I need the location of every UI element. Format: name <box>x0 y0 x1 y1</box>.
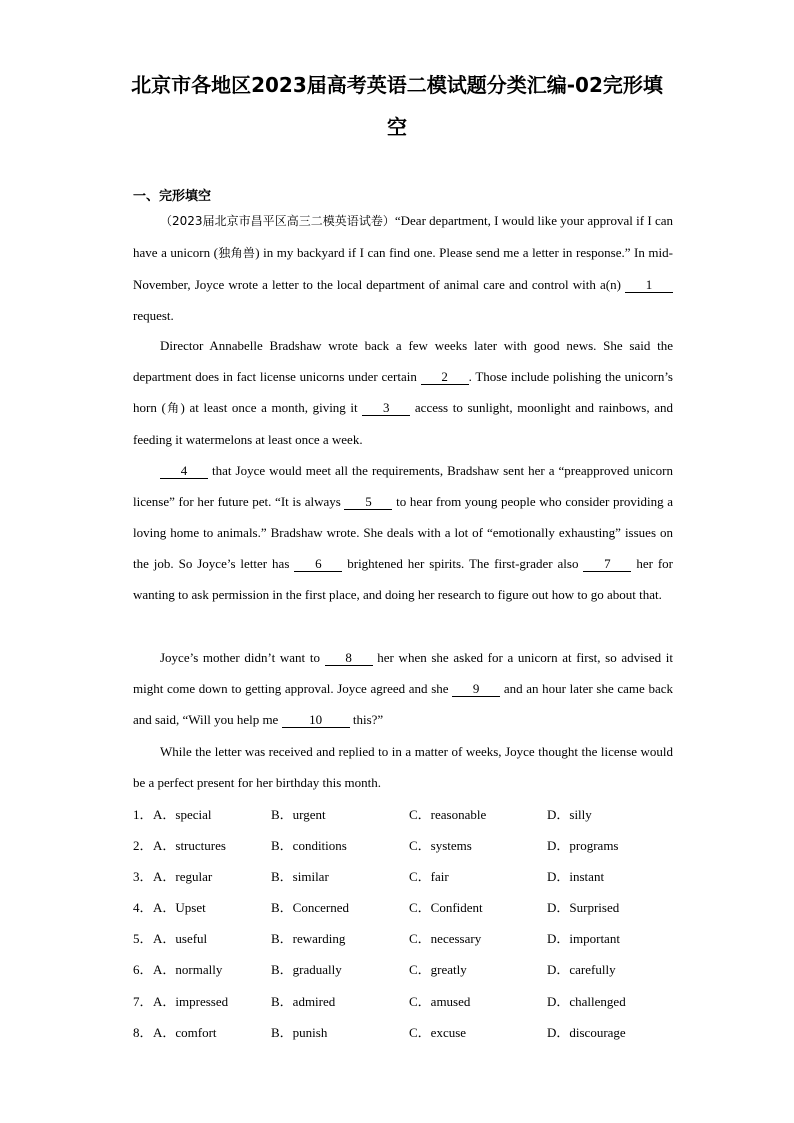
text-run: her for wanting to ask permission in the first place, and doing her research to figure out how to go about that. <box>133 556 673 603</box>
blank-3: 3 <box>362 401 410 416</box>
text-run: “Dear department, I would like your approval if I can have a unicorn ( <box>133 213 673 261</box>
option-b: B．admired <box>271 993 336 1009</box>
blank-2: 2 <box>421 370 469 385</box>
option-b: B．rewarding <box>271 931 346 947</box>
paragraph-1 <box>133 205 673 331</box>
option-a: A．useful <box>153 931 208 947</box>
option-a: A．structures <box>153 838 226 854</box>
answer-options <box>133 799 673 1048</box>
question-number: 5． <box>133 931 153 947</box>
title-line-2: 空 <box>387 115 407 139</box>
paragraph-4 <box>133 642 673 735</box>
option-a: A．impressed <box>153 993 229 1009</box>
option-d: D．programs <box>547 838 619 854</box>
text-run: Joyce’s mother didn’t want to <box>160 650 325 665</box>
question-number: 7． <box>133 993 153 1009</box>
option-row <box>133 986 673 1017</box>
question-number: 1． <box>133 807 153 822</box>
option-a: A．Upset <box>153 900 206 916</box>
text-run: While the letter was received and replied to in a matter of weeks, Joyce thought the license would be a perfect present for her birthday this month. <box>133 744 673 791</box>
text-run: ) in my backyard if I can find one. Please send me a letter in response.” In mid-November, Joyce wrote a letter to the local department of animal care and control with a(n) <box>133 245 673 293</box>
text-run: Director Annabelle Bradshaw wrote back a few weeks later with good news. She said the department does in fact license unicorns under certain <box>133 338 673 385</box>
option-d: D．important <box>547 931 620 947</box>
chinese-gloss: 独角兽 <box>218 246 256 261</box>
title-line-1: 北京市各地区2023届高考英语二模试题分类汇编-02完形填 <box>131 73 663 97</box>
option-d: D．Surprised <box>547 900 620 916</box>
option-row <box>133 830 673 861</box>
blank-10: 10 <box>282 713 350 728</box>
option-row <box>133 892 673 923</box>
document-title <box>120 64 674 148</box>
option-row <box>133 799 673 830</box>
blank-9: 9 <box>452 682 500 697</box>
option-b: B．Concerned <box>271 900 349 916</box>
text-run: . Those include polishing the unicorn’s horn ( <box>133 369 673 416</box>
option-d: D．instant <box>547 869 605 885</box>
option-a: A．comfort <box>153 1024 217 1040</box>
section-heading: 一、完形填空 <box>133 189 212 204</box>
source-note: （2023届北京市昌平区高三二模英语试卷） <box>160 214 395 228</box>
option-b: B．gradually <box>271 962 342 978</box>
paragraph-3 <box>133 455 673 610</box>
blank-5: 5 <box>344 495 392 510</box>
option-d: D．discourage <box>547 1024 626 1040</box>
chinese-gloss: 角 <box>165 401 181 416</box>
question-number: 2． <box>133 838 153 854</box>
paragraph-5 <box>133 736 673 798</box>
blank-6: 6 <box>294 557 342 572</box>
question-number: 3． <box>133 869 153 885</box>
option-a: A．special <box>153 807 212 822</box>
option-a: A．regular <box>153 869 213 885</box>
blank-8: 8 <box>325 651 373 666</box>
option-b: B．punish <box>271 1024 328 1040</box>
text-run: this?” <box>349 712 384 728</box>
option-c: C．reasonable <box>409 807 487 822</box>
option-row <box>133 1017 673 1048</box>
paragraph-2 <box>133 330 673 455</box>
option-d: D．silly <box>547 807 592 822</box>
option-row <box>133 923 673 954</box>
option-c: C．Confident <box>409 900 483 916</box>
blank-7: 7 <box>583 557 631 572</box>
option-b: B．conditions <box>271 838 347 854</box>
blank-4: 4 <box>160 464 208 479</box>
option-d: D．challenged <box>547 993 626 1009</box>
question-number: 4． <box>133 900 153 916</box>
blank-1: 1 <box>625 278 673 293</box>
option-row <box>133 954 673 985</box>
text-run: request. <box>133 308 174 324</box>
option-d: D．carefully <box>547 962 616 978</box>
text-run: brightened her spirits. The first-grader also <box>342 556 584 572</box>
option-c: C．greatly <box>409 962 467 978</box>
option-b: B．urgent <box>271 807 326 822</box>
text-run: access to sunlight, moonlight and rainbows, and feeding it watermelons at least once a week. <box>133 400 673 448</box>
option-b: B．similar <box>271 869 329 885</box>
question-number: 8． <box>133 1024 153 1040</box>
text-run: her when she asked for a unicorn at first, so advised it might come down to getting approval. Joyce agreed and she <box>133 650 673 697</box>
option-c: C．amused <box>409 993 471 1009</box>
option-a: A．normally <box>153 962 223 978</box>
text-run: to hear from young people who consider providing a loving home to animals.” Bradshaw wrote. She deals with a lot of “emotionally exhausting” issues on the job. So Joyce’s letter has <box>133 494 673 572</box>
question-number: 6． <box>133 962 153 978</box>
text-run: ) at least once a month, giving it <box>180 400 363 416</box>
option-c: C．necessary <box>409 931 482 947</box>
option-c: C．excuse <box>409 1024 467 1040</box>
text-run: and an hour later she came back and said, “Will you help me <box>133 681 673 728</box>
option-c: C．fair <box>409 869 449 885</box>
option-row <box>133 861 673 892</box>
text-run: that Joyce would meet all the requirements, Bradshaw sent her a “preapproved unicorn license” for her future pet. “It is always <box>133 463 673 510</box>
option-c: C．systems <box>409 838 472 854</box>
